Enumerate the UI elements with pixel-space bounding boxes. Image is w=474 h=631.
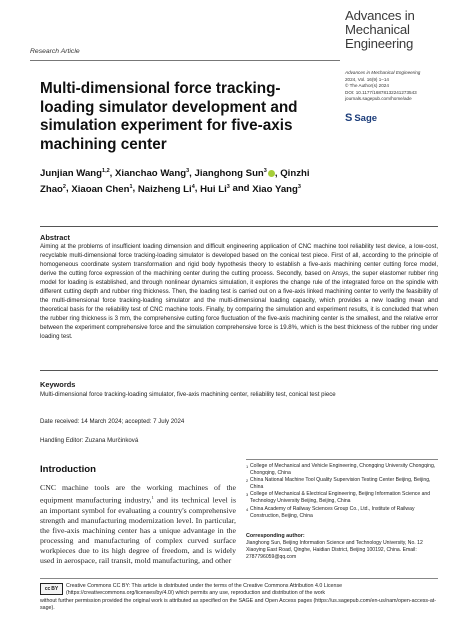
journal-url[interactable]: journals.sagepub.com/home/ade [345,96,412,102]
author-list: Junjian Wang$^{1,2}$, Xianchao Wang$^3$, Jianghong Sun$^3$ , Qinzhi Zhao$^2$, Xiaoan Chen$^1$, Naizheng Li$^4$, Hui Li$^3$ and Xiao Yang$^3$ [40,168,310,195]
journal-name-line3: Engineering [345,36,414,51]
license-text-continued: without further permission provided the original work is attributed as specified on the SAGE and Open Access pages (https://us.sagepub.com/en-us/nam/open-access-at-sage). [40,598,437,612]
journal-meta [345,70,470,103]
keywords-heading: Keywords [40,380,76,389]
corresponding-author-text: Jianghong Sun, Beijing Information Science and Technology University, No. 12 Xiaoying East Road, Qinghe, Haidian District, Beijing 100192, China. Email: 2787796059@qq.com [246,540,423,561]
abstract-text: Aiming at the problems of insufficient loading dimension and difficult engineering application of CNC machine tool reliability test device, a low-cost, recyclable multi-dimensional force tracking-loading simulator is developed based on the conical test piece. First of all, according to the principle of homogeneous coordinate system transformation and rigid body hypothesis theory to establish a five-axis machining center cutting force model, derive the cutting force expression of the machining center during the cutting process. Secondly, based on Ansys, the super elastomer rubber ring model for loading is established, and through nonlinear dynamics simulation, it explores the change rule of the integrated force on the spindle with different cutting depth and rubber ring thickness. Then, the loading test is carried out on a five-axis linked machining center to verify the feasibility of the multi-dimensional force tracking-loading simulator and the multi-dimensional loading capacity, which provides a new loading mean and theoretical basis for the reliability test of CNC machine tools. Finally, by comparing the simulation and experiment results, it is concluded that when the rubber ring thickness is 3 mm, the comprehensive cutting force fluctuation of the five-axis machining center is the smallest, and the relative error between the experiment comprehensive force and the simulation comprehensive force is 19.8%, which is the best thickness of the rubber ring under loading test. [40,244,438,340]
affiliation: 4 China Academy of Railway Sciences Group Co., Ltd., Institute of Railway Construction, Beijing, China [246,505,415,519]
abstract-heading: Abstract [40,233,70,242]
journal-reference: Advances in Mechanical Engineering [345,70,421,75]
dates: Date received: 14 March 2024; accepted: 7 July 2024 [40,418,185,425]
author[interactable]: Naizheng Li$^4$ [137,183,195,195]
author[interactable]: Hui Li$^3$ [200,183,230,195]
volume-line: 2024, Vol. 16(9) 1–14 [345,76,389,82]
header-divider [30,60,340,61]
article-title: Multi-dimensional force tracking-loading simulator development and simulation experiment for five-axis machining center [40,80,298,153]
orcid-icon[interactable] [268,170,275,177]
keywords-text: Multi-dimensional force tracking-loading simulator, five-axis machining center, reliability test, conical test piece [40,391,336,398]
author[interactable]: Jianghong Sun$^3$ [194,168,267,180]
publisher-logo [345,112,377,124]
author[interactable]: Qinzhi Zhao$^2$ [40,168,310,195]
footer-divider [40,578,438,579]
copyright: © The Author(s) 2024 [345,83,389,89]
publisher-name: Sage [354,112,378,124]
author[interactable]: Xianchao Wang$^3$ [115,168,190,180]
affiliations-divider [246,459,438,460]
affiliation: 2 China National Machine Tool Quality Supervision Testing Center Beijing, Beijing, China [246,477,431,491]
license-text: Creative Commons CC BY: This article is distributed under the terms of the Creative Commons Attribution 4.0 License (https://creativecommons.org/licenses/by/4.0/) which permits any use, reproduction and distribution of the work [66,583,343,597]
affiliation: 1 College of Mechanical and Vehicle Engineering, Chongqing University Chongqing, Chongqing, China [246,463,436,477]
sage-icon: S [345,112,353,124]
author[interactable]: Xiao Yang$^3$ [252,183,301,195]
corresponding-author-heading: Corresponding author: [246,533,305,539]
journal-name-line2: Mechanical [345,22,410,37]
journal-name [345,9,470,51]
introduction-text: CNC machine tools are the working machines of the equipment manufacturing industry,$^1$ and its technical level is an important symbol for evaluating a country's comprehensive strength and manufacturing modernization level. In particular, the five-axis machining center has a unique advantage in the processing and manufacturing of complex curved surface workpieces due to its high degree of freedom, and is widely used in aerospace, rail transit, mold manufacturing, and other [40,483,236,566]
affiliation: 3 College of Mechanical & Electrical Engineering, Beijing Information Science and Technology University Beijing, Beijing, China [246,491,431,505]
author[interactable]: Junjian Wang$^{1,2}$ [40,168,110,180]
handling-editor: Handling Editor: Zuzana Murčinková [40,437,139,444]
journal-name-line1: Advances in [345,8,415,23]
reference-marker[interactable]: 1 [151,495,154,501]
article-type: Research Article [30,48,80,55]
introduction-heading: Introduction [40,464,96,475]
affiliations [246,463,440,520]
cc-by-license-icon[interactable]: cc BY [40,583,63,595]
doi[interactable]: DOI: 10.1177/16878132241273543 [345,89,417,95]
author[interactable]: Xiaoan Chen$^1$ [71,183,133,195]
